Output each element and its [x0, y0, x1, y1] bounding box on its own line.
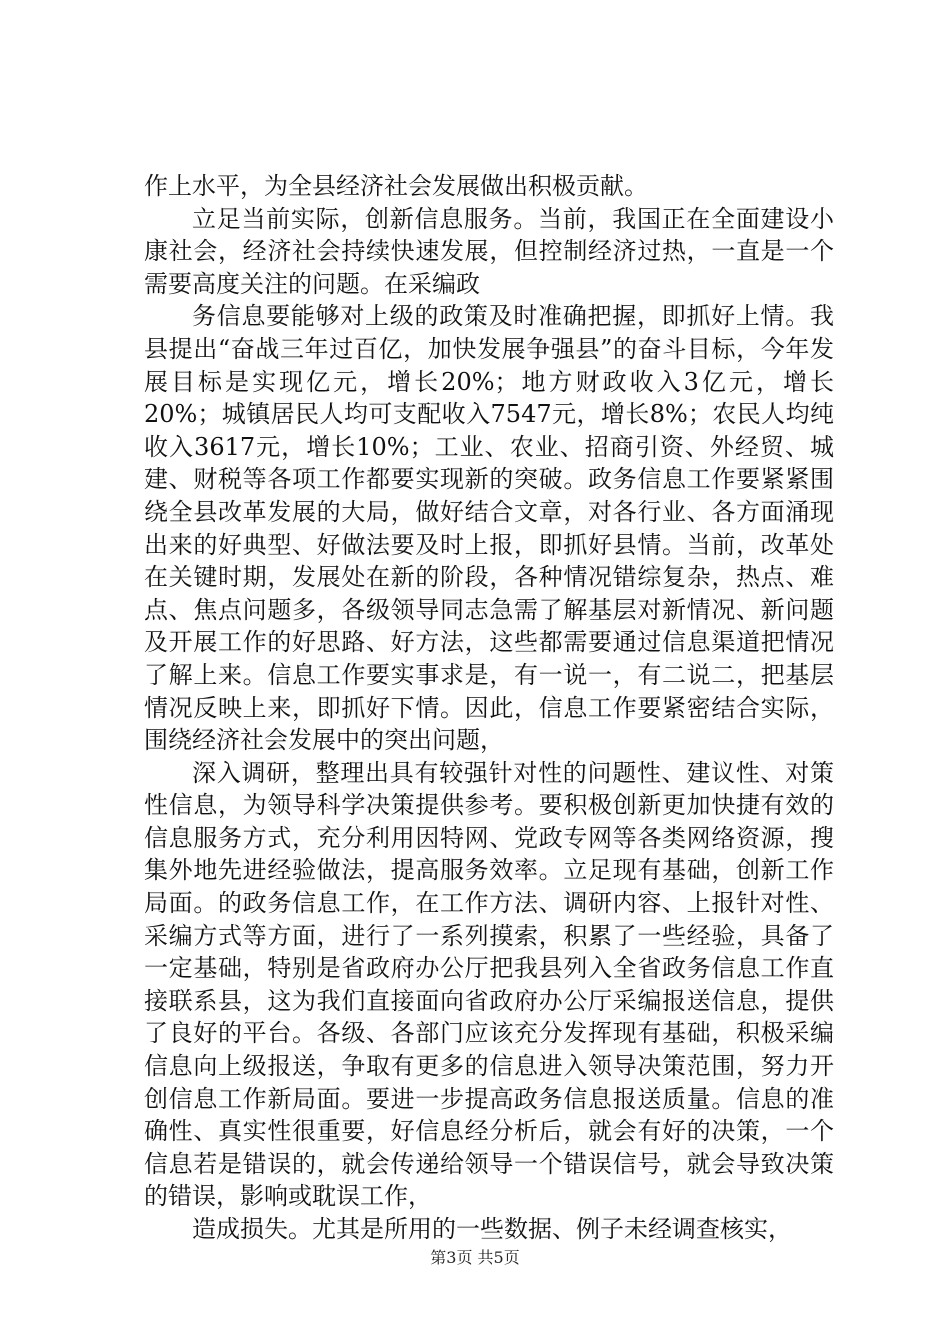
- paragraph-info-service: 立足当前实际，创新信息服务。当前，我国正在全面建设小康社会，经济社会持续快速发展，但控制经济过热，一直是一个需要高度关注的问题。在采编政: [144, 204, 834, 298]
- paragraph-policy-grasp: 务信息要能够对上级的政策及时准确把握，即抓好上情。我县提出“奋战三年过百亿，加快发展争强县”的奋斗目标，今年发展目标是实现亿元，增长20%；地方财政收入3亿元，增长20%；城镇居民人均可支配收入7547元，增长8%；农民人均纯收入3617元，增长10%；工业、农业、招商引资、外经贸、城建、财税等各项工作都要实现新的突破。政务信息工作要紧紧围绕全县改革发展的大局，做好结合文章，对各行业、各方面涌现出来的好典型、好做法要及时上报，即抓好县情。当前，改革处在关键时期，发展处在新的阶段，各种情况错综复杂，热点、难点、焦点问题多，各级领导同志急需了解基层对新情况、新问题及开展工作的好思路、好方法，这些都需要通过信息渠道把情况了解上来。信息工作要实事求是，有一说一，有二说二，把基层情况反映上来，即抓好下情。因此，信息工作要紧密结合实际，围绕经济社会发展中的突出问题，: [144, 302, 834, 755]
- paragraph-continuation: 作上水平，为全县经济社会发展做出积极贡献。: [144, 172, 648, 200]
- paragraph-loss: 造成损失。尤其是所用的一些数据、例子未经调查核实，: [192, 1215, 792, 1243]
- paragraph-research: 深入调研，整理出具有较强针对性的问题性、建议性、对策性信息，为领导科学决策提供参考。要积极创新更加快捷有效的信息服务方式，充分利用因特网、党政专网等各类网络资源，搜集外地先进经验做法，提高服务效率。立足现有基础，创新工作局面。的政务信息工作，在工作方法、调研内容、上报针对性、采编方式等方面，进行了一系列摸索，积累了一些经验，具备了一定基础，特别是省政府办公厅把我县列入全省政务信息工作直接联系县，这为我们直接面向省政府办公厅采编报送信息，提供了良好的平台。各级、各部门应该充分发挥现有基础，积极采编信息向上级报送，争取有更多的信息进入领导决策范围，努力开创信息工作新局面。要进一步提高政务信息报送质量。信息的准确性、真实性很重要，好信息经分析后，就会有好的决策，一个信息若是错误的，就会传递给领导一个错误信号，就会导致决策的错误，影响或耽误工作，: [144, 758, 834, 1211]
- page-number-footer: 第3页 共5页: [430, 1248, 520, 1267]
- document-body: [144, 170, 834, 1246]
